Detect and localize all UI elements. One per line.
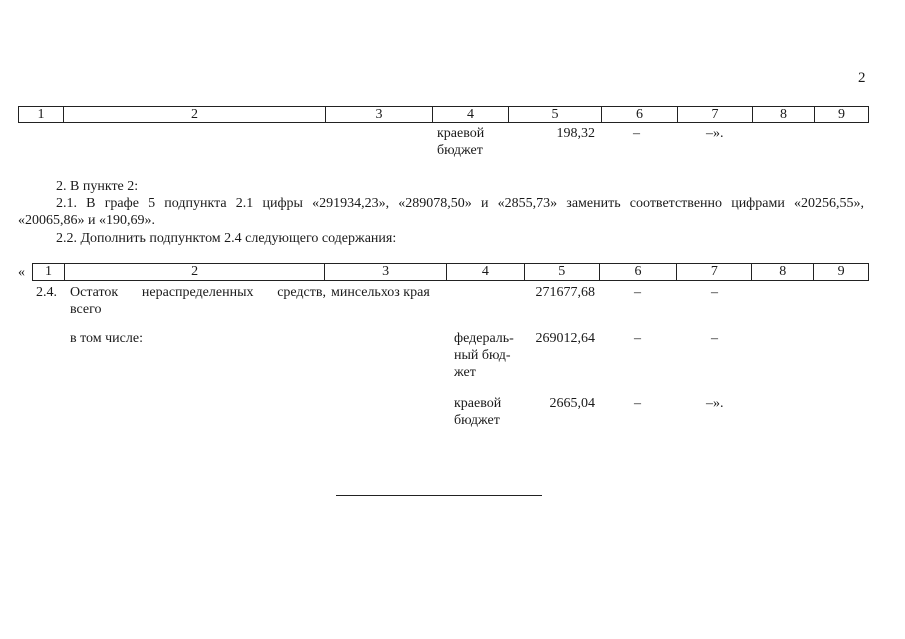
table2-header-col2: 2: [65, 264, 325, 280]
table1-header-col5: 5: [509, 107, 602, 122]
table1-header-col2: 2: [64, 107, 326, 122]
table2-row2-col7-value: –: [711, 331, 718, 346]
table2-open-quote: «: [18, 265, 25, 280]
table1-header-col9: 9: [838, 107, 845, 122]
table1-header-col7: 7: [678, 107, 753, 122]
table2-header-col8: 8: [752, 264, 814, 280]
table1-header-col6: 6: [602, 107, 678, 122]
table2-header-col1: 1: [33, 264, 65, 280]
table2-row2-col6-value: –: [634, 331, 641, 346]
table2-header-col4: 4: [447, 264, 525, 280]
table2-row1-number: 2.4.: [36, 285, 57, 300]
page-number: 2: [858, 70, 866, 86]
paragraph-2-2: 2.2. Дополнить подпунктом 2.4 следующего содержания:: [56, 231, 397, 246]
table2-row1-col6-value: –: [634, 285, 641, 300]
table2-row2-budget-line1: федераль-: [454, 331, 514, 346]
table2-header: [32, 263, 869, 281]
table2-header-col5: 5: [525, 264, 600, 280]
table2-row2-budget-line3: жет: [454, 365, 476, 380]
table2-row1-col7-value: –: [711, 285, 718, 300]
table2-header-col3: 3: [325, 264, 447, 280]
table1-header-col3: 3: [326, 107, 433, 122]
table1-header-col1: 1: [19, 107, 64, 122]
table2-row3-budget-line1: краевой: [454, 396, 502, 411]
table2-header-col7: 7: [677, 264, 752, 280]
table2-row2-name: в том числе:: [70, 331, 143, 346]
table1-col5-value: 198,32: [556, 126, 595, 141]
paragraph-2-1-line2: «20065,86» и «190,69».: [18, 213, 155, 228]
closing-rule: [336, 495, 542, 496]
paragraph-2-1-line1: 2.1. В графе 5 подпункта 2.1 цифры «291934,23», «289078,50» и «2855,73» заменить соответственно цифрами «20256,55»,: [56, 196, 864, 211]
table2-header-col6: 6: [600, 264, 678, 280]
table2-row1-name-line2: всего: [70, 302, 102, 317]
table1-budget-line1: краевой: [437, 126, 485, 141]
table2-row1-name-line1: Остаток нераспределенных средств,: [70, 285, 326, 300]
table2-row3-col5-value: 2665,04: [549, 396, 595, 411]
table1-budget-line2: бюджет: [437, 143, 483, 158]
table2-row1-executor: минсельхоз края: [331, 285, 430, 300]
table1-header: [18, 106, 869, 123]
paragraph-2: 2. В пункте 2:: [56, 179, 139, 194]
table2-header-col9: 9: [837, 264, 845, 279]
table1-header-col4: 4: [433, 107, 509, 122]
table1-col6-value: –: [633, 126, 640, 141]
table2-row3-col6-value: –: [634, 396, 641, 411]
table2-row3-col7-value: –».: [706, 396, 724, 411]
table2-row2-budget-line2: ный бюд-: [454, 348, 511, 363]
table2-row1-col5-value: 271677,68: [535, 285, 595, 300]
table1-header-col8: 8: [753, 107, 815, 122]
table2-row2-col5-value: 269012,64: [535, 331, 595, 346]
table2-row3-budget-line2: бюджет: [454, 413, 500, 428]
table1-col7-value: –».: [706, 126, 724, 141]
